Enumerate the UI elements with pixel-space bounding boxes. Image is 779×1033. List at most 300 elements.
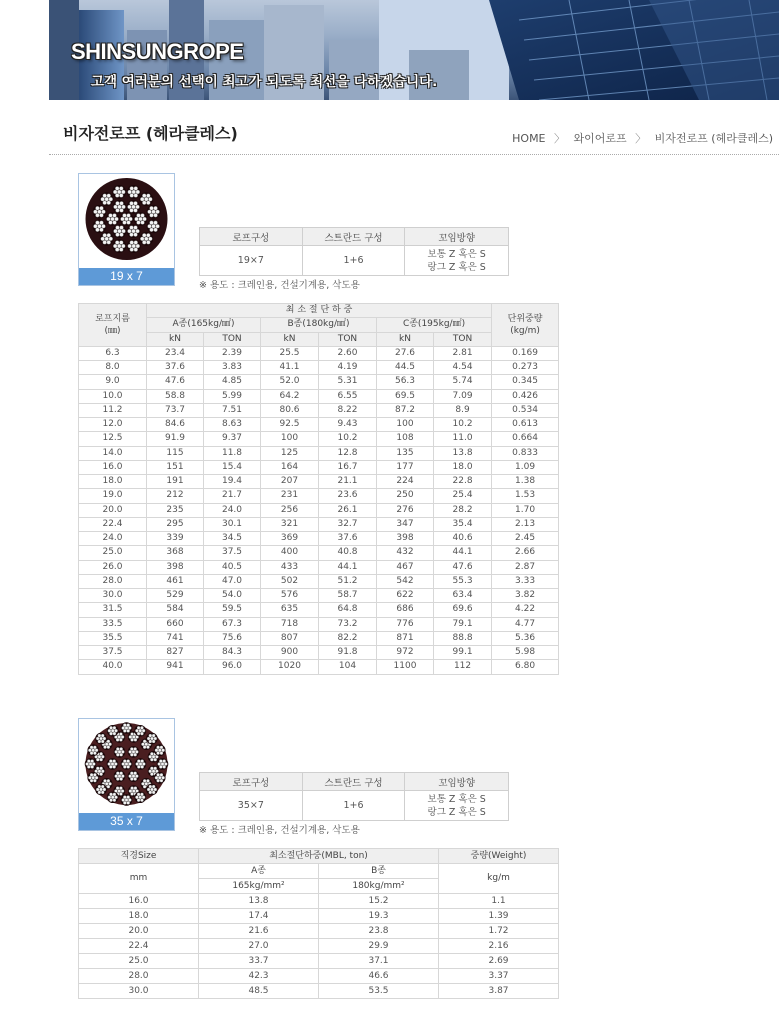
table-cell: 37.1 (319, 954, 439, 969)
table-row (79, 475, 559, 489)
table-cell: 27.0 (199, 939, 319, 954)
table-cell: 30.1 (204, 517, 261, 531)
header-diameter-unit: (㎜) (104, 325, 121, 336)
table-cell: 88.8 (434, 631, 492, 645)
table-cell: 13.8 (199, 894, 319, 909)
table-body (79, 894, 559, 999)
table-row (79, 984, 559, 999)
table-cell: 1100 (377, 660, 434, 674)
table-cell: 24.0 (204, 503, 261, 517)
table-row (79, 939, 559, 954)
table-cell: 339 (147, 532, 204, 546)
table-cell: 12.5 (79, 432, 147, 446)
table-cell: 64.8 (319, 603, 377, 617)
table-cell: 91.8 (319, 646, 377, 660)
table-cell: 52.0 (261, 375, 319, 389)
header-unit: kN (261, 332, 319, 346)
table-cell: 22.8 (434, 475, 492, 489)
spec-value: 1+6 (302, 246, 405, 276)
table-cell: 21.1 (319, 475, 377, 489)
table-cell: 44.1 (319, 560, 377, 574)
table-cell: 622 (377, 589, 434, 603)
table-cell: 20.0 (79, 503, 147, 517)
table-row (79, 546, 559, 560)
table-row (79, 346, 559, 360)
table-cell: 22.4 (79, 939, 199, 954)
table-row (79, 432, 559, 446)
lay-direction-lang: 랑그 Z 혹은 S (427, 806, 486, 818)
table-cell: 400 (261, 546, 319, 560)
table-cell: 2.45 (492, 532, 559, 546)
header-grade-a-strength: 165kg/mm² (199, 879, 319, 894)
table-cell: 6.3 (79, 346, 147, 360)
usage-note: ※ 용도 : 크레인용, 건설기계용, 삭도용 (199, 280, 360, 291)
table-cell: 2.87 (492, 560, 559, 574)
table-cell: 25.0 (79, 546, 147, 560)
spec-header: 스트란드 구성 (302, 228, 405, 246)
table-row (79, 418, 559, 432)
table-cell: 47.0 (204, 574, 261, 588)
brand-logo-text: SHINSUNGROPE (71, 39, 244, 64)
table-cell: 0.664 (492, 432, 559, 446)
table-cell: 1.1 (439, 894, 559, 909)
table-cell: 19.3 (319, 909, 439, 924)
header-mm: mm (79, 864, 199, 894)
header-grade-a: A종(165kg/㎟) (147, 318, 261, 332)
table-cell: 321 (261, 517, 319, 531)
table-cell: 75.6 (204, 631, 261, 645)
breadcrumb-current: 비자전로프 (헤라클레스) (654, 132, 773, 145)
table-cell: 4.54 (434, 361, 492, 375)
table-cell: 27.6 (377, 346, 434, 360)
header-unit: kN (377, 332, 434, 346)
table-cell: 10.2 (434, 418, 492, 432)
table-cell: 112 (434, 660, 492, 674)
table-cell: 5.31 (319, 375, 377, 389)
table-cell: 256 (261, 503, 319, 517)
table-cell: 827 (147, 646, 204, 660)
table-cell: 20.0 (79, 924, 199, 939)
table-cell: 529 (147, 589, 204, 603)
table-cell: 92.5 (261, 418, 319, 432)
header-grade-a: A종 (199, 864, 319, 879)
table-cell: 37.5 (79, 646, 147, 660)
lay-direction-ordinary: 보통 Z 혹은 S (427, 793, 486, 805)
rope-cross-section-image (79, 719, 174, 814)
table-cell: 24.0 (79, 532, 147, 546)
table-row (79, 574, 559, 588)
table-cell: 67.3 (204, 617, 261, 631)
table-cell: 2.16 (439, 939, 559, 954)
table-row (79, 403, 559, 417)
table-cell: 0.534 (492, 403, 559, 417)
table-cell: 104 (319, 660, 377, 674)
table-cell: 59.5 (204, 603, 261, 617)
header-unit: TON (434, 332, 492, 346)
header-grade-c: C종(195kg/㎟) (377, 318, 492, 332)
breaking-load-table-19x7 (78, 303, 559, 675)
header-diameter (79, 304, 147, 347)
spec-value: 19×7 (200, 246, 303, 276)
header-size: 직경Size (79, 849, 199, 864)
table-cell: 369 (261, 532, 319, 546)
table-cell: 1.70 (492, 503, 559, 517)
table-cell: 0.613 (492, 418, 559, 432)
table-cell: 91.9 (147, 432, 204, 446)
breaking-load-table-35x7 (78, 848, 559, 999)
table-cell: 53.5 (319, 984, 439, 999)
table-cell: 1.38 (492, 475, 559, 489)
table-cell: 23.8 (319, 924, 439, 939)
table-row (79, 894, 559, 909)
table-cell: 10.0 (79, 389, 147, 403)
table-cell: 8.0 (79, 361, 147, 375)
spec-header: 로프구성 (200, 773, 303, 791)
table-cell: 35.4 (434, 517, 492, 531)
table-cell: 25.5 (261, 346, 319, 360)
table-cell: 398 (147, 560, 204, 574)
table-cell: 9.0 (79, 375, 147, 389)
table-cell: 84.6 (147, 418, 204, 432)
header-unit: kN (147, 332, 204, 346)
table-cell: 224 (377, 475, 434, 489)
table-cell: 231 (261, 489, 319, 503)
table-cell: 5.99 (204, 389, 261, 403)
lay-direction-ordinary: 보통 Z 혹은 S (427, 248, 486, 260)
table-cell: 2.60 (319, 346, 377, 360)
table-cell: 18.0 (79, 475, 147, 489)
table-cell: 96.0 (204, 660, 261, 674)
table-row (79, 969, 559, 984)
table-cell: 31.5 (79, 603, 147, 617)
table-cell: 5.98 (492, 646, 559, 660)
table-cell: 807 (261, 631, 319, 645)
table-cell: 58.7 (319, 589, 377, 603)
table-cell: 0.833 (492, 446, 559, 460)
table-cell: 347 (377, 517, 434, 531)
table-cell: 30.0 (79, 589, 147, 603)
header-grade-b: B종 (319, 864, 439, 879)
table-cell: 69.5 (377, 389, 434, 403)
product-caption: 19 x 7 (79, 268, 174, 285)
table-cell: 461 (147, 574, 204, 588)
slogan: 고객 여러분의 선택이 최고가 되도록 최선을 다하겠습니다. (91, 74, 438, 90)
table-cell: 5.74 (434, 375, 492, 389)
table-cell: 3.82 (492, 589, 559, 603)
table-cell: 9.37 (204, 432, 261, 446)
table-cell: 108 (377, 432, 434, 446)
table-cell: 22.4 (79, 517, 147, 531)
table-cell: 871 (377, 631, 434, 645)
table-cell: 576 (261, 589, 319, 603)
table-cell: 741 (147, 631, 204, 645)
table-cell: 235 (147, 503, 204, 517)
spec-header: 꼬임방향 (405, 228, 509, 246)
table-cell: 177 (377, 460, 434, 474)
table-cell: 7.51 (204, 403, 261, 417)
table-row (79, 460, 559, 474)
table-cell: 2.69 (439, 954, 559, 969)
spec-table-19x7 (199, 227, 509, 276)
table-cell: 40.8 (319, 546, 377, 560)
table-cell: 686 (377, 603, 434, 617)
table-cell: 11.0 (434, 432, 492, 446)
table-row (79, 909, 559, 924)
table-cell: 28.2 (434, 503, 492, 517)
table-cell: 54.0 (204, 589, 261, 603)
table-cell: 2.39 (204, 346, 261, 360)
table-cell: 776 (377, 617, 434, 631)
table-cell: 17.4 (199, 909, 319, 924)
table-cell: 21.6 (199, 924, 319, 939)
table-cell: 660 (147, 617, 204, 631)
table-cell: 8.63 (204, 418, 261, 432)
table-cell: 0.345 (492, 375, 559, 389)
table-cell: 635 (261, 603, 319, 617)
header-unit: TON (319, 332, 377, 346)
table-row (79, 954, 559, 969)
table-cell: 80.6 (261, 403, 319, 417)
spec-table-35x7 (199, 772, 509, 821)
table-cell: 4.22 (492, 603, 559, 617)
table-cell: 542 (377, 574, 434, 588)
table-cell: 21.7 (204, 489, 261, 503)
table-cell: 73.2 (319, 617, 377, 631)
table-cell: 19.4 (204, 475, 261, 489)
table-cell: 26.1 (319, 503, 377, 517)
table-cell: 58.8 (147, 389, 204, 403)
table-cell: 4.77 (492, 617, 559, 631)
table-cell: 63.4 (434, 589, 492, 603)
table-cell: 207 (261, 475, 319, 489)
product-image-35x7 (78, 718, 175, 831)
table-cell: 13.8 (434, 446, 492, 460)
table-cell: 11.8 (204, 446, 261, 460)
spec-header: 로프구성 (200, 228, 303, 246)
table-cell: 5.36 (492, 631, 559, 645)
table-row (79, 560, 559, 574)
page-title: 비자전로프 (헤라클레스) (63, 124, 238, 143)
table-cell: 135 (377, 446, 434, 460)
header-diameter-label: 로프지름 (95, 313, 130, 324)
table-body (79, 346, 559, 674)
table-row (79, 517, 559, 531)
table-cell: 33.7 (199, 954, 319, 969)
table-cell: 40.6 (434, 532, 492, 546)
table-cell: 29.9 (319, 939, 439, 954)
table-cell: 8.9 (434, 403, 492, 417)
table-cell: 37.6 (147, 361, 204, 375)
table-cell: 100 (261, 432, 319, 446)
table-cell: 19.0 (79, 489, 147, 503)
table-cell: 28.0 (79, 574, 147, 588)
table-cell: 10.2 (319, 432, 377, 446)
table-cell: 151 (147, 460, 204, 474)
table-cell: 23.4 (147, 346, 204, 360)
table-cell: 15.2 (319, 894, 439, 909)
table-row (79, 631, 559, 645)
header-unit-weight-unit: (kg/m) (510, 325, 540, 336)
table-cell: 33.5 (79, 617, 147, 631)
table-cell: 6.55 (319, 389, 377, 403)
table-cell: 212 (147, 489, 204, 503)
table-cell: 18.0 (79, 909, 199, 924)
table-row (79, 532, 559, 546)
table-cell: 69.6 (434, 603, 492, 617)
breadcrumb-home[interactable]: HOME (512, 132, 546, 145)
header-grade-b: B종(180kg/㎟) (261, 318, 377, 332)
table-cell: 3.37 (439, 969, 559, 984)
table-cell: 16.0 (79, 460, 147, 474)
table-cell: 44.5 (377, 361, 434, 375)
spec-header: 꼬임방향 (405, 773, 509, 791)
table-cell: 47.6 (434, 560, 492, 574)
table-cell: 3.33 (492, 574, 559, 588)
table-cell: 467 (377, 560, 434, 574)
table-cell: 48.5 (199, 984, 319, 999)
table-cell: 2.13 (492, 517, 559, 531)
table-cell: 44.1 (434, 546, 492, 560)
table-cell: 99.1 (434, 646, 492, 660)
table-cell: 125 (261, 446, 319, 460)
usage-note: ※ 용도 : 크레인용, 건설기계용, 삭도용 (199, 825, 360, 836)
table-row (79, 660, 559, 674)
table-cell: 41.1 (261, 361, 319, 375)
table-cell: 0.426 (492, 389, 559, 403)
table-cell: 433 (261, 560, 319, 574)
header-grade-b-strength: 180kg/mm² (319, 879, 439, 894)
table-cell: 25.0 (79, 954, 199, 969)
spec-value: 1+6 (302, 791, 405, 821)
table-cell: 164 (261, 460, 319, 474)
table-cell: 718 (261, 617, 319, 631)
table-cell: 1020 (261, 660, 319, 674)
table-cell: 9.43 (319, 418, 377, 432)
table-cell: 14.0 (79, 446, 147, 460)
table-cell: 2.81 (434, 346, 492, 360)
table-cell: 79.1 (434, 617, 492, 631)
table-cell: 47.6 (147, 375, 204, 389)
table-cell: 30.0 (79, 984, 199, 999)
table-cell: 12.8 (319, 446, 377, 460)
table-cell: 368 (147, 546, 204, 560)
header-weight: 중량(Weight) (439, 849, 559, 864)
header-unit: TON (204, 332, 261, 346)
table-cell: 40.5 (204, 560, 261, 574)
table-cell: 35.5 (79, 631, 147, 645)
table-cell: 100 (377, 418, 434, 432)
table-cell: 972 (377, 646, 434, 660)
table-row (79, 924, 559, 939)
table-cell: 12.0 (79, 418, 147, 432)
table-cell: 0.273 (492, 361, 559, 375)
table-cell: 900 (261, 646, 319, 660)
header-unit-weight (492, 304, 559, 347)
table-row (79, 617, 559, 631)
table-row (79, 375, 559, 389)
table-cell: 25.4 (434, 489, 492, 503)
header-banner (49, 0, 779, 100)
table-cell: 115 (147, 446, 204, 460)
table-cell: 56.3 (377, 375, 434, 389)
table-cell: 1.72 (439, 924, 559, 939)
product-image-19x7 (78, 173, 175, 286)
table-cell: 23.6 (319, 489, 377, 503)
table-cell: 15.4 (204, 460, 261, 474)
table-cell: 2.66 (492, 546, 559, 560)
table-cell: 3.87 (439, 984, 559, 999)
table-cell: 82.2 (319, 631, 377, 645)
spec-value (405, 791, 509, 821)
table-cell: 4.19 (319, 361, 377, 375)
table-cell: 398 (377, 532, 434, 546)
header-min-breaking-load: 최 소 절 단 하 중 (147, 304, 492, 318)
table-cell: 84.3 (204, 646, 261, 660)
table-cell: 34.5 (204, 532, 261, 546)
table-row (79, 389, 559, 403)
divider (49, 154, 779, 155)
table-cell: 18.0 (434, 460, 492, 474)
table-cell: 55.3 (434, 574, 492, 588)
breadcrumb-wire-rope[interactable]: 와이어로프 (573, 132, 627, 145)
table-cell: 16.7 (319, 460, 377, 474)
table-cell: 64.2 (261, 389, 319, 403)
table-cell: 295 (147, 517, 204, 531)
lay-direction-lang: 랑그 Z 혹은 S (427, 261, 486, 273)
table-cell: 8.22 (319, 403, 377, 417)
spec-value: 35×7 (200, 791, 303, 821)
table-row (79, 489, 559, 503)
table-cell: 502 (261, 574, 319, 588)
table-cell: 73.7 (147, 403, 204, 417)
spec-header: 스트란드 구성 (302, 773, 405, 791)
breadcrumb (512, 130, 773, 146)
table-row (79, 361, 559, 375)
header-unit-weight-label: 단위중량 (507, 313, 543, 324)
table-row (79, 446, 559, 460)
table-cell: 3.83 (204, 361, 261, 375)
table-cell: 4.85 (204, 375, 261, 389)
table-cell: 191 (147, 475, 204, 489)
table-cell: 1.39 (439, 909, 559, 924)
rope-cross-section-image (79, 174, 174, 269)
table-row (79, 603, 559, 617)
header-mbl: 최소절단하중(MBL, ton) (199, 849, 439, 864)
table-cell: 1.09 (492, 460, 559, 474)
table-cell: 87.2 (377, 403, 434, 417)
table-cell: 584 (147, 603, 204, 617)
table-cell: 51.2 (319, 574, 377, 588)
table-cell: 7.09 (434, 389, 492, 403)
table-cell: 11.2 (79, 403, 147, 417)
table-cell: 16.0 (79, 894, 199, 909)
table-row (79, 503, 559, 517)
table-cell: 1.53 (492, 489, 559, 503)
breadcrumb-separator: 〉 (554, 132, 566, 145)
table-cell: 46.6 (319, 969, 439, 984)
table-cell: 28.0 (79, 969, 199, 984)
table-cell: 6.80 (492, 660, 559, 674)
table-cell: 37.6 (319, 532, 377, 546)
table-cell: 276 (377, 503, 434, 517)
table-cell: 32.7 (319, 517, 377, 531)
table-cell: 0.169 (492, 346, 559, 360)
table-cell: 432 (377, 546, 434, 560)
breadcrumb-separator: 〉 (635, 132, 647, 145)
table-cell: 250 (377, 489, 434, 503)
table-row (79, 646, 559, 660)
table-cell: 37.5 (204, 546, 261, 560)
